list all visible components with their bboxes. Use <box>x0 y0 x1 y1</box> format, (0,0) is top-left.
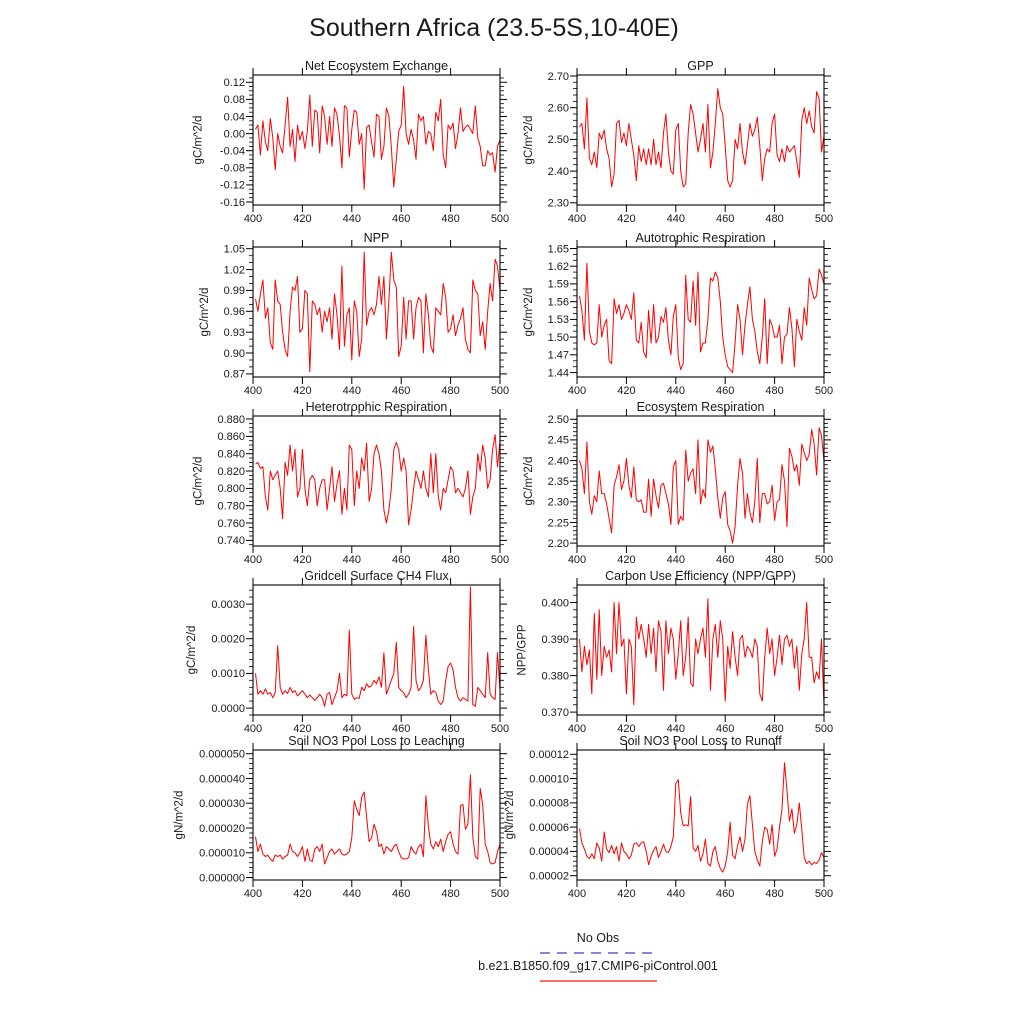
panel-title: Net Ecosystem Exchange <box>304 59 449 73</box>
x-tick-label: 500 <box>814 888 834 900</box>
y-axis-label: gC/m^2/d <box>192 115 205 165</box>
y-tick-label: 0.880 <box>217 413 245 426</box>
figure-title: Southern Africa (23.5-5S,10-40E) <box>309 14 679 42</box>
y-axis-label: gC/m^2/d <box>186 625 199 675</box>
panel-title: NPP <box>363 231 390 245</box>
y-tick-label: 1.44 <box>547 367 569 380</box>
y-tick-label: 0.840 <box>217 448 245 461</box>
x-tick-label: 460 <box>392 888 411 900</box>
x-tick-label: 420 <box>617 723 636 735</box>
y-axis-label: gN/m^2/d <box>173 790 186 840</box>
y-tick-label: 1.50 <box>547 331 569 344</box>
panel-title: Soil NO3 Pool Loss to Leaching <box>288 734 465 748</box>
panel-title: Ecosystem Respiration <box>636 400 765 414</box>
y-axis-label: gC/m^2/d <box>192 456 205 506</box>
x-tick-label: 440 <box>666 723 685 735</box>
panel-title: Soil NO3 Pool Loss to Runoff <box>619 734 782 748</box>
y-tick-label: -0.12 <box>219 179 245 192</box>
y-tick-label: 0.860 <box>217 431 245 444</box>
y-axis-label: gC/m^2/d <box>522 115 535 165</box>
y-tick-label: 0.380 <box>541 670 569 683</box>
x-tick-label: 460 <box>716 888 735 900</box>
x-tick-label: 500 <box>814 554 834 566</box>
series-line <box>580 263 825 372</box>
panel-npp <box>149 229 517 401</box>
y-tick-label: 2.50 <box>547 414 569 427</box>
panel-ecosystem-respiration <box>473 398 841 570</box>
x-tick-label: 440 <box>666 385 685 397</box>
x-tick-label: 500 <box>490 385 510 397</box>
panel-soil-no3-pool-loss-to-leaching <box>149 732 517 904</box>
y-tick-label: 2.45 <box>547 434 569 447</box>
y-tick-label: 1.53 <box>547 314 569 327</box>
x-tick-label: 420 <box>293 385 312 397</box>
y-tick-label: 0.000050 <box>199 748 245 761</box>
legend-item-run <box>448 959 748 982</box>
x-tick-label: 440 <box>666 213 685 225</box>
x-tick-label: 500 <box>814 213 834 225</box>
x-tick-label: 500 <box>814 723 834 735</box>
y-tick-label: 2.35 <box>547 476 569 488</box>
y-tick-label: 1.65 <box>547 243 569 256</box>
y-tick-label: 2.40 <box>547 455 569 468</box>
x-tick-label: 400 <box>567 888 587 900</box>
series-line <box>256 252 501 372</box>
legend-item-no-obs <box>448 931 748 954</box>
panel-title: Autotrophic Respiration <box>635 231 766 245</box>
y-tick-label: 0.04 <box>223 111 245 124</box>
y-tick-label: -0.16 <box>219 196 245 209</box>
x-tick-label: 480 <box>765 723 784 735</box>
x-tick-label: 400 <box>567 385 587 397</box>
x-tick-label: 420 <box>617 888 636 900</box>
y-tick-label: 1.56 <box>547 296 569 309</box>
legend-line-run-solid <box>540 980 657 982</box>
x-tick-label: 480 <box>765 385 784 397</box>
y-tick-label: 0.00006 <box>529 821 569 834</box>
x-tick-label: 480 <box>765 213 784 225</box>
y-tick-label: 0.780 <box>217 500 245 513</box>
y-tick-label: 0.390 <box>541 633 569 646</box>
x-tick-label: 420 <box>293 213 312 225</box>
x-tick-label: 440 <box>342 554 361 566</box>
y-tick-label: 0.99 <box>223 285 245 298</box>
x-tick-label: 480 <box>441 554 460 566</box>
x-tick-label: 500 <box>490 888 510 900</box>
y-tick-label: 0.87 <box>223 368 245 381</box>
series-line <box>580 599 825 705</box>
x-tick-label: 420 <box>293 723 312 735</box>
y-tick-label: 0.00008 <box>529 797 569 810</box>
series-line <box>256 435 501 525</box>
y-tick-label: -0.04 <box>219 145 245 158</box>
y-tick-label: 0.00004 <box>529 846 569 859</box>
series-line <box>256 587 501 707</box>
x-tick-label: 440 <box>342 385 361 397</box>
panel-soil-no3-pool-loss-to-runoff <box>473 732 841 904</box>
series-line <box>256 775 501 864</box>
x-tick-label: 440 <box>342 723 361 735</box>
y-tick-label: 0.0000 <box>211 702 245 715</box>
y-tick-label: 0.0030 <box>211 598 245 611</box>
y-axis-label: gN/m^2/d <box>503 790 516 840</box>
series-line <box>256 87 501 190</box>
legend-line-no-obs-dashed <box>540 952 657 954</box>
x-tick-label: 480 <box>765 554 784 566</box>
y-tick-label: 1.59 <box>547 278 569 291</box>
legend <box>448 931 748 987</box>
x-tick-label: 480 <box>441 888 460 900</box>
y-tick-label: 2.25 <box>547 517 569 530</box>
y-tick-label: 0.96 <box>223 306 245 319</box>
y-axis-label: NPP/GPP <box>516 624 529 676</box>
x-tick-label: 400 <box>243 723 263 735</box>
x-tick-label: 400 <box>243 385 263 397</box>
x-tick-label: 500 <box>490 213 510 225</box>
x-tick-label: 400 <box>567 554 587 566</box>
x-tick-label: 500 <box>490 723 510 735</box>
x-tick-label: 460 <box>716 213 735 225</box>
panel-carbon-use-efficiency-npp-gpp <box>473 567 841 739</box>
x-tick-label: 460 <box>392 213 411 225</box>
x-tick-label: 440 <box>666 554 685 566</box>
panel-gridcell-surface-ch4-flux <box>149 567 517 739</box>
y-tick-label: 1.05 <box>223 243 245 256</box>
y-tick-label: 0.820 <box>217 465 245 478</box>
y-tick-label: 0.400 <box>541 597 569 610</box>
panel-heterotrophic-respiration <box>149 398 517 570</box>
y-tick-label: 2.30 <box>547 496 569 509</box>
y-tick-label: 0.08 <box>223 94 245 107</box>
y-tick-label: 0.000010 <box>199 847 245 860</box>
y-tick-label: 0.93 <box>223 327 245 339</box>
y-axis-label: gC/m^2/d <box>522 456 535 506</box>
x-tick-label: 440 <box>342 888 361 900</box>
x-tick-label: 460 <box>392 723 411 735</box>
y-axis-label: gC/m^2/d <box>198 287 211 337</box>
x-tick-label: 420 <box>617 554 636 566</box>
panel-gpp <box>473 57 841 229</box>
y-tick-label: 2.30 <box>547 197 569 210</box>
panel-title: Heterotrophic Respiration <box>305 400 448 414</box>
x-tick-label: 500 <box>490 554 510 566</box>
series-line <box>580 428 825 543</box>
panel-net-ecosystem-exchange <box>149 57 517 229</box>
y-axis-label: gC/m^2/d <box>522 287 535 337</box>
legend-label-no-obs: No Obs <box>576 931 620 945</box>
series-line <box>580 763 825 872</box>
panel-title: Gridcell Surface CH4 Flux <box>304 569 449 583</box>
x-tick-label: 460 <box>716 554 735 566</box>
y-tick-label: 0.00012 <box>529 749 569 762</box>
y-tick-label: 0.00010 <box>529 773 569 786</box>
panel-title: GPP <box>687 59 714 73</box>
x-tick-label: 400 <box>243 554 263 566</box>
x-tick-label: 420 <box>617 213 636 225</box>
y-tick-label: 0.760 <box>217 517 245 530</box>
x-tick-label: 480 <box>441 723 460 735</box>
x-tick-label: 460 <box>392 554 411 566</box>
x-tick-label: 420 <box>617 385 636 397</box>
y-tick-label: 0.0020 <box>211 633 245 646</box>
x-tick-label: 400 <box>567 213 587 225</box>
x-tick-label: 420 <box>293 888 312 900</box>
y-tick-label: 1.47 <box>547 349 569 362</box>
y-tick-label: 0.0010 <box>211 668 245 681</box>
series-line <box>580 89 825 187</box>
x-tick-label: 460 <box>716 385 735 397</box>
x-tick-label: 480 <box>441 385 460 397</box>
y-tick-label: 0.000000 <box>199 872 245 885</box>
y-tick-label: 0.00 <box>223 128 245 141</box>
y-tick-label: 0.800 <box>217 483 245 496</box>
x-tick-label: 400 <box>243 888 263 900</box>
y-tick-label: 0.000030 <box>199 798 245 810</box>
y-tick-label: 0.740 <box>217 535 245 548</box>
x-tick-label: 480 <box>765 888 784 900</box>
y-tick-label: 2.40 <box>547 165 569 178</box>
y-tick-label: 0.000040 <box>199 773 245 786</box>
x-tick-label: 460 <box>392 385 411 397</box>
panel-title: Carbon Use Efficiency (NPP/GPP) <box>605 569 796 583</box>
legend-label-run: b.e21.B1850.f09_g17.CMIP6-piControl.001 <box>478 959 718 973</box>
y-tick-label: 1.02 <box>223 264 245 277</box>
x-tick-label: 500 <box>814 385 834 397</box>
y-tick-label: 0.90 <box>223 347 245 360</box>
x-tick-label: 460 <box>716 723 735 735</box>
y-tick-label: 2.50 <box>547 134 569 147</box>
y-tick-label: 2.60 <box>547 102 569 115</box>
y-tick-label: 2.70 <box>547 70 569 83</box>
x-tick-label: 440 <box>666 888 685 900</box>
x-tick-label: 440 <box>342 213 361 225</box>
panel-autotrophic-respiration <box>473 229 841 401</box>
x-tick-label: 420 <box>293 554 312 566</box>
x-tick-label: 480 <box>441 213 460 225</box>
y-tick-label: 0.370 <box>541 706 569 719</box>
y-tick-label: -0.08 <box>219 162 245 175</box>
y-tick-label: 0.00002 <box>529 870 569 883</box>
y-tick-label: 2.20 <box>547 537 569 550</box>
y-tick-label: 0.000020 <box>199 822 245 835</box>
y-tick-label: 0.12 <box>223 77 245 90</box>
x-tick-label: 400 <box>567 723 587 735</box>
y-tick-label: 1.62 <box>547 261 569 273</box>
x-tick-label: 400 <box>243 213 263 225</box>
